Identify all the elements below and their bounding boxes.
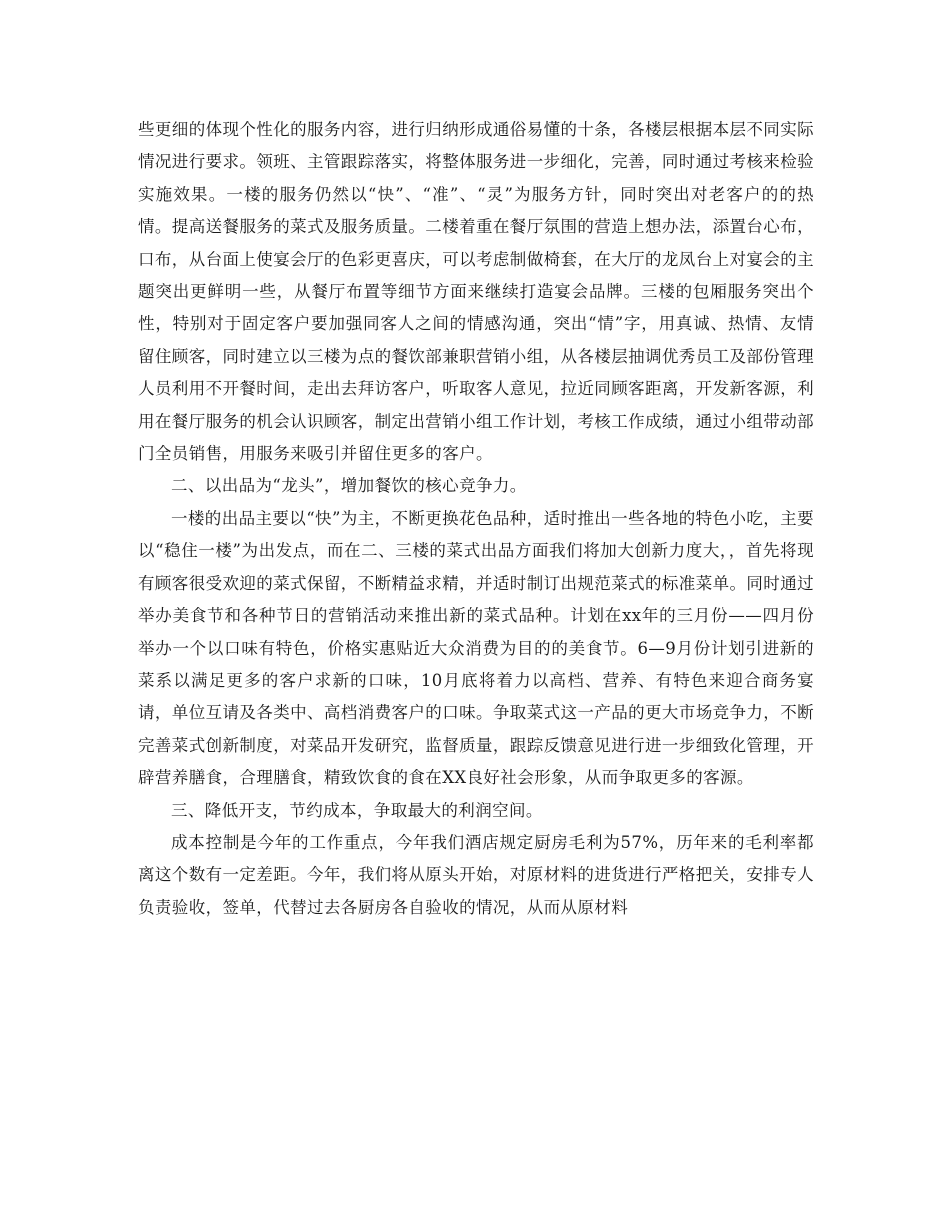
body-paragraph-2: 一楼的出品主要以“快”为主，不断更换花色品种，适时推出一些各地的特色小吃，主要以“稳住一楼”为出发点，而在二、三楼的菜式出品方面我们将加大创新力度大，，首先将现有顾客很受欢迎的菜式保留，不断精益求精，并适时制订出规范菜式的标准菜单。同时通过举办美食节和各种节日的营销活动来推出新的菜式品种。计划在xx年的三月份——四月份举办一个以口味有特色，价格实惠贴近大众消费为目的的美食节。6—9月份计划引进新的菜系以满足更多的客户求新的口味，10月底将着力以高档、营养、有特色来迎合商务宴请，单位互请及各类中、高档消费客户的口味。争取菜式这一产品的更大市场竞争力，不断完善菜式创新制度，对菜品开发研究，监督质量，跟踪反馈意见进行进一步细致化管理，开辟营养膳食，合理膳食，精致饮食的食在XX良好社会形象，从而争取更多的客源。 — [138, 508, 814, 788]
section-heading-2: 二、以出品为“龙头”，增加餐饮的核心竞争力。 — [171, 476, 527, 496]
section-heading-3: 三、降低开支，节约成本，争取最大的利润空间。 — [171, 800, 543, 820]
body-paragraph-1: 些更细的体现个性化的服务内容，进行归纳形成通俗易懂的十条，各楼层根据本层不同实际情况进行要求。领班、主管跟踪落实，将整体服务进一步细化，完善，同时通过考核来检验实施效果。一楼的服务仍然以“快”、“准”、“灵”为服务方针，同时突出对老客户的的热情。提高送餐服务的菜式及服务质量。二楼着重在餐厅氛围的营造上想办法，添置台心布，口布，从台面上使宴会厅的色彩更喜庆，可以考虑制做椅套，在大厅的龙凤台上对宴会的主题突出更鲜明一些，从餐厅布置等细节方面来继续打造宴会品牌。三楼的包厢服务突出个性，特别对于固定客户要加强同客人之间的情感沟通，突出“情”字，用真诚、热情、友情留住顾客，同时建立以三楼为点的餐饮部兼职营销小组，从各楼层抽调优秀员工及部份管理人员利用不开餐时间，走出去拜访客户，听取客人意见，拉近同顾客距离，开发新客源，利用在餐厅服务的机会认识顾客，制定出营销小组工作计划，考核工作成绩，通过小组带动部门全员销售，用服务来吸引并留住更多的客户。 — [138, 120, 814, 464]
document-page — [138, 114, 814, 924]
body-paragraph-3: 成本控制是今年的工作重点，今年我们酒店规定厨房毛利为57%，历年来的毛利率都离这个数有一定差距。今年，我们将从原头开始，对原材料的进货进行严格把关，安排专人负责验收，签单，代替过去各厨房各自验收的情况，从而从原材料 — [138, 832, 814, 917]
